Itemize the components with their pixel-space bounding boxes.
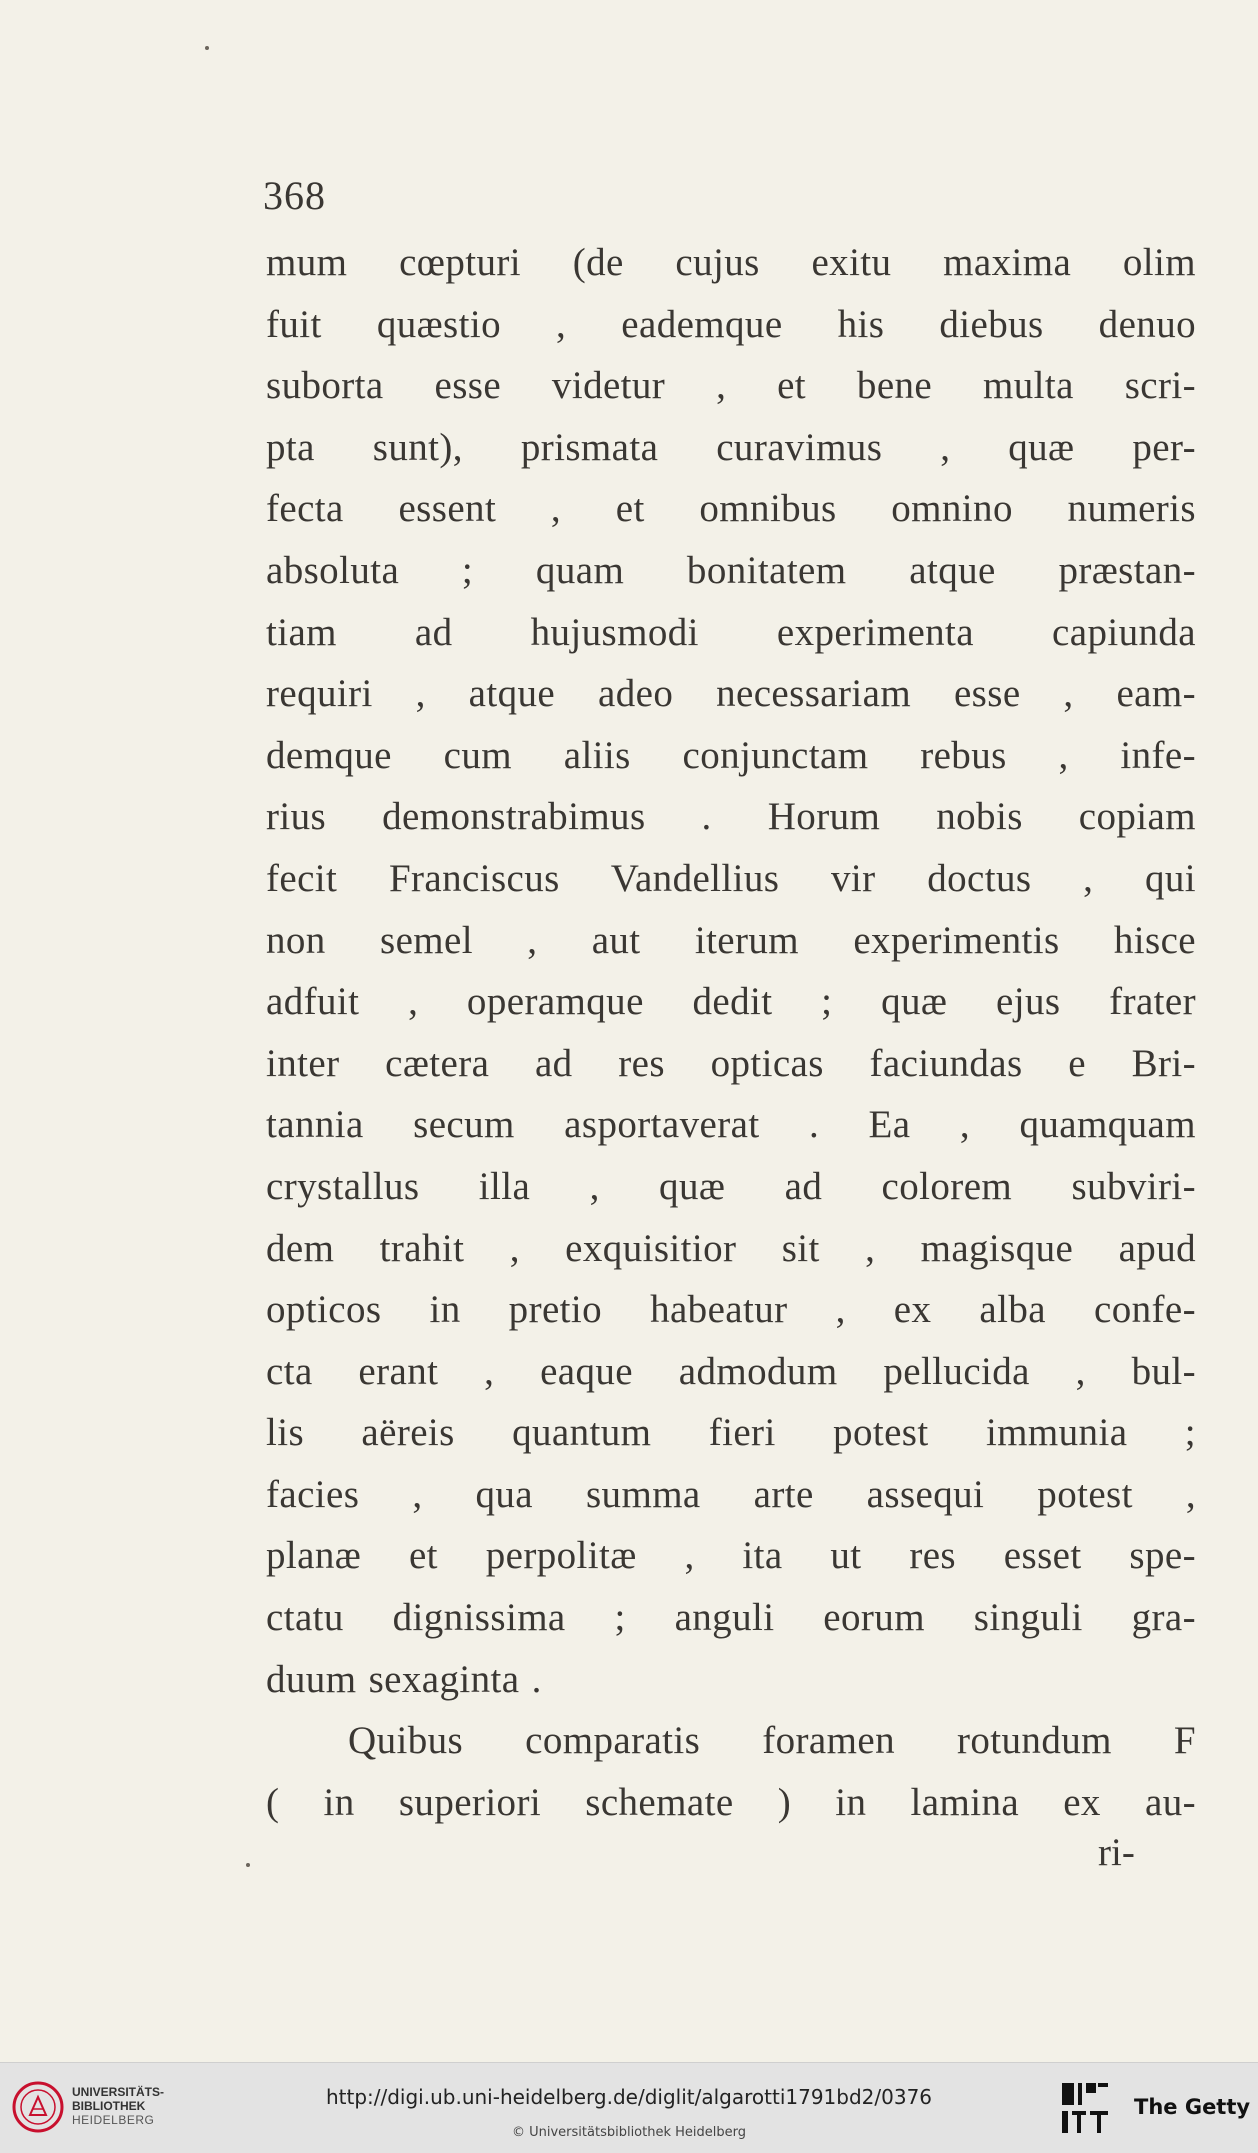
text-line: mum cœpturi (de cujus exitu maxima olim [266,241,1196,284]
text-line: suborta esse videtur , et bene multa scri- [266,364,1196,408]
text-line: ctatu dignissima ; anguli eorum singuli gra- [266,1596,1196,1640]
library-name-line: BIBLIOTHEK [72,2099,146,2113]
text-line: tiam ad hujusmodi experimenta capiunda [266,610,1196,654]
copyright-notice: © Universitätsbibliothek Heidelberg [511,2125,746,2140]
text-line: crystallus illa , quæ ad colorem subviri- [266,1164,1196,1208]
text-line: non semel , aut iterum experimentis hisce [266,918,1196,962]
text-line: fecit Franciscus Vandellius vir doctus , qui [266,856,1196,900]
viewer-footer [0,2062,1258,2153]
getty-logo-icon [1060,2081,1110,2135]
paper-speck [205,46,209,50]
page-number: 368 [263,173,326,218]
body-text [266,232,1196,1833]
paper-speck [246,1863,250,1867]
permalink[interactable]: http://digi.ub.uni-heidelberg.de/diglit/algarotti1791bd2/0376 [325,2085,933,2109]
text-line: pta sunt), prismata curavimus , quæ per- [266,425,1196,469]
partner-name: The Getty [1134,2095,1251,2119]
text-line: fecta essent , et omnibus omnino numeris [266,487,1196,531]
text-line: lis aëreis quantum fieri potest immunia ; [266,1411,1196,1455]
text-line: rius demonstrabimus . Horum nobis copiam [266,795,1196,839]
text-line: cta erant , eaque admodum pellucida , bul- [266,1349,1196,1393]
paragraph-first-line: Quibus comparatis foramen rotundum F [348,1719,1196,1763]
text-line: fuit quæstio , eademque his diebus denuo [266,302,1196,346]
text-line: planæ et perpolitæ , ita ut res esset spe- [266,1534,1196,1578]
text-line: duum sexaginta . [266,1657,542,1701]
text-line: demque cum aliis conjunctam rebus , infe- [266,733,1196,777]
library-name-line: HEIDELBERG [72,2113,155,2127]
catchword: ri- [1098,1831,1135,1874]
text-line: adfuit , operamque dedit ; quæ ejus frater [266,980,1196,1024]
text-line: requiri , atque adeo necessariam esse , eam- [266,672,1196,716]
text-line: opticos in pretio habeatur , ex alba confe- [266,1288,1196,1332]
text-line: ( in superiori schemate ) in lamina ex au- [266,1780,1196,1824]
text-line: facies , qua summa arte assequi potest , [266,1472,1196,1516]
text-line: inter cætera ad res opticas faciundas e Bri- [266,1041,1196,1085]
text-line: dem trahit , exquisitior sit , magisque apud [266,1226,1196,1270]
text-line: tannia secum asportaverat . Ea , quamquam [266,1103,1196,1147]
library-name-line: UNIVERSITÄTS- [72,2085,165,2099]
text-line: absoluta ; quam bonitatem atque præstan- [266,548,1196,592]
